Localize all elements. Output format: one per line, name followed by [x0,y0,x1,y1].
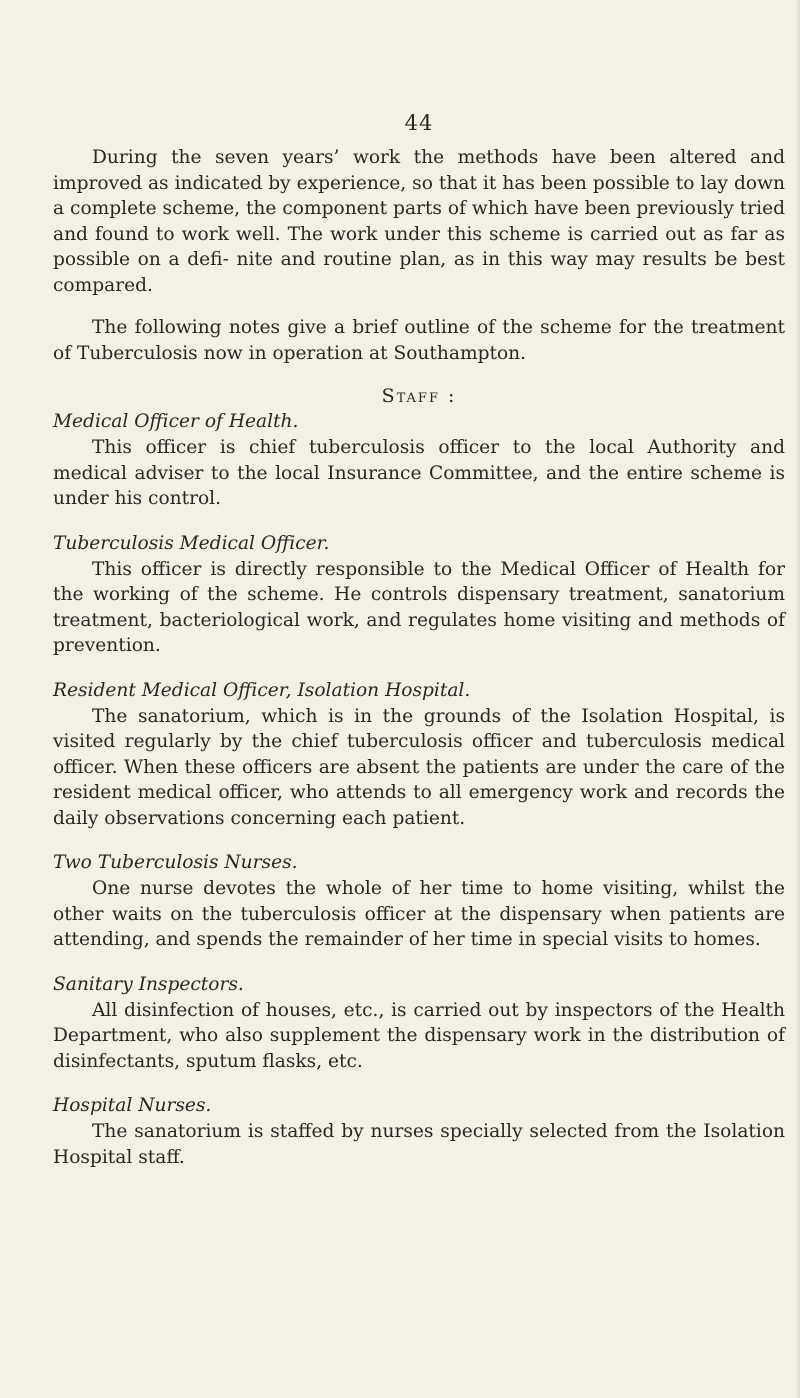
section-text-sanitary-inspectors: All disinfection of houses, etc., is carried out by inspectors of the Health Department, who also supplement the dispensary work in the distribution of disinfectants, sputum flasks, etc. [53,999,785,1072]
section-heading-medical-officer-of-health: Medical Officer of Health. [53,411,299,432]
section-text-tuberculosis-medical-officer: This officer is directly responsible to the Medical Officer of Health for the working of the scheme. He controls dispensary treatment, sanatorium treatment, bacteriological work, and regulates home visiting and methods of prevention. [53,558,785,656]
section-text-tuberculosis-nurses: One nurse devotes the whole of her time to home visiting, whilst the other waits on the tuberculosis officer at the dispensary when patients are attending, and spends the remainder of her time in special visits to homes. [53,878,785,950]
page-number: 44 [404,111,434,135]
section-heading-resident-medical-officer: Resident Medical Officer, Isolation Hospital. [53,679,471,701]
staff-heading: Staff : [381,385,457,407]
section-text-hospital-nurses: The sanatorium is staffed by nurses specially selected from the Isolation Hospital staff. [53,1121,785,1168]
section-heading-tuberculosis-nurses: Two Tuberculosis Nurses. [53,852,298,873]
section-heading-hospital-nurses: Hospital Nurses. [53,1095,212,1116]
section-heading-sanitary-inspectors: Sanitary Inspectors. [53,973,244,995]
page-edge-shadow [795,0,800,1398]
intro-paragraph-1: During the seven years’ work the methods have been altered and improved as indicated by experience, so that it has been possible to lay down a complete scheme, the component parts of which have been previously tried and found to work well. The work under this scheme is carried out as far as possible on a defi- nite and routine plan, as in this way may results be best compared. [53,147,785,296]
section-text-resident-medical-officer: The sanatorium, which is in the grounds of the Isolation Hospital, is visited regularly by the chief tuberculosis officer and tuberculosis medical officer. When these officers are absent the patients are under the care of the resident medical officer, who attends to all emergency work and records the daily observations concerning each patient. [53,705,785,829]
section-heading-tuberculosis-medical-officer: Tuberculosis Medical Officer. [53,532,330,554]
intro-paragraph-2: The following notes give a brief outline of the scheme for the treatment of Tuberculosis now in operation at Southampton. [53,317,785,364]
page-body [53,145,785,1170]
section-text-medical-officer-of-health: This officer is chief tuberculosis officer to the local Authority and medical adviser to the local Insurance Committee, and the entire scheme is under his control. [53,437,785,509]
